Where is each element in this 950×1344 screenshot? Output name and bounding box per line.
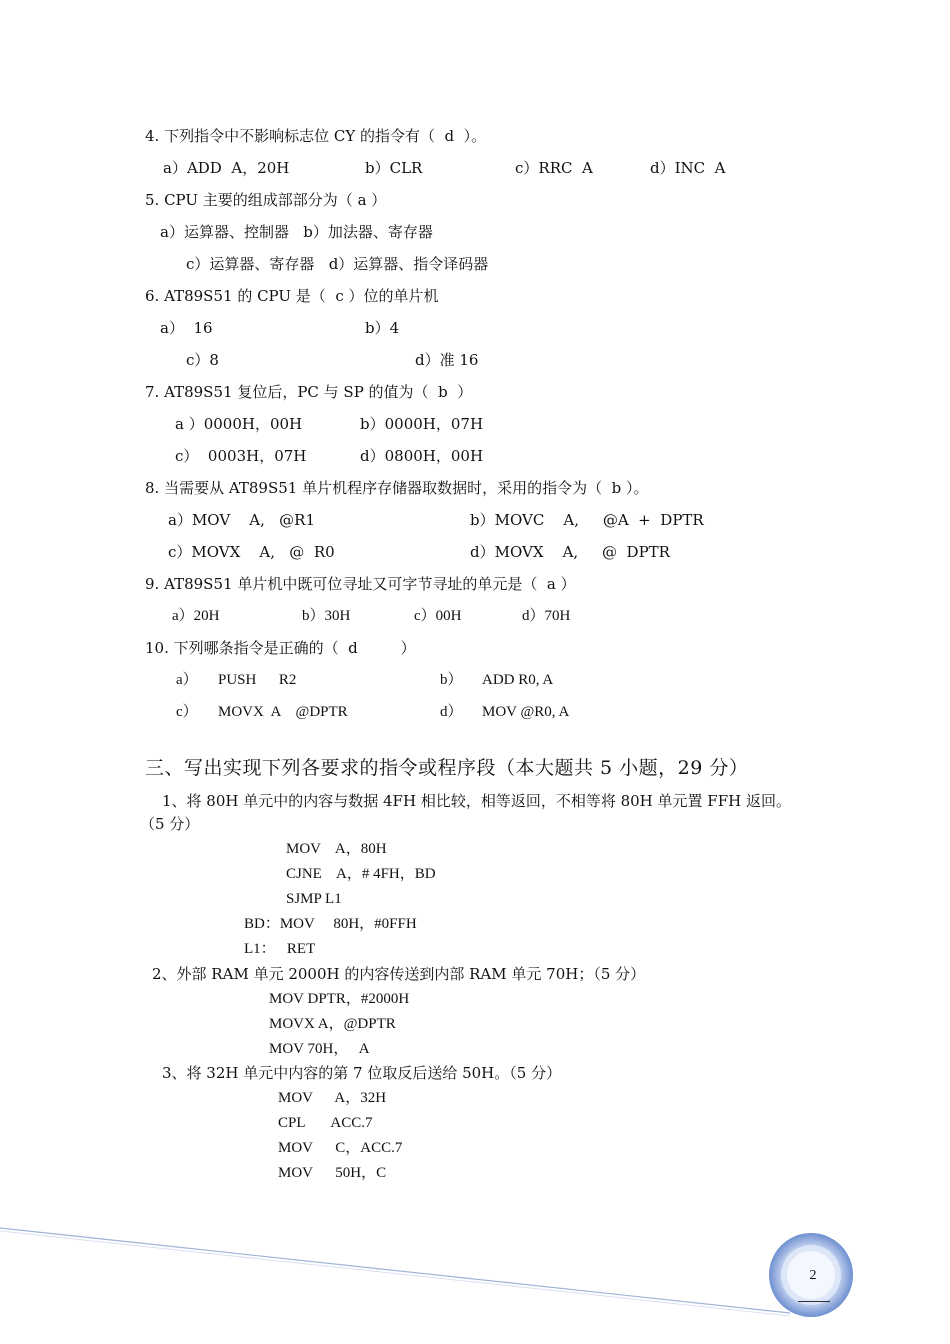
question-10-option-d: MOV @R0, A bbox=[482, 704, 570, 720]
problem-1-score: （5 分） bbox=[140, 815, 200, 833]
question-10-option-d-letter: d） bbox=[440, 704, 463, 720]
section-3-heading: 三、写出实现下列各要求的指令或程序段（本大题共 5 小题，29 分） bbox=[145, 757, 749, 779]
problem-1-code-line: SJMP L1 bbox=[286, 891, 342, 907]
question-6-option-d: d）准 16 bbox=[415, 351, 479, 369]
question-10-option-b-letter: b） bbox=[440, 672, 463, 688]
problem-2-code-line: MOVX A，@DPTR bbox=[269, 1016, 396, 1032]
problem-1-code-line: CJNE A，# 4FH，BD bbox=[286, 866, 436, 882]
question-7-option-b: b）0000H，07H bbox=[360, 415, 484, 433]
problem-2-code-line: MOV DPTR，#2000H bbox=[269, 991, 410, 1007]
question-9-stem: 9. AT89S51 单片机中既可位寻址又可字节寻址的单元是（ a ） bbox=[145, 575, 576, 593]
question-8-option-d: d）MOVX A, @ DPTR bbox=[470, 543, 670, 561]
problem-3-text: 3、将 32H 单元中内容的第 7 位取反后送给 50H。（5 分） bbox=[162, 1064, 562, 1082]
problem-1-code-line: BD：MOV 80H，#0FFH bbox=[244, 916, 417, 932]
question-8-option-c: c）MOVX A, @ R0 bbox=[168, 543, 335, 561]
question-7-option-d: d）0800H，00H bbox=[360, 447, 484, 465]
page-number-underline bbox=[798, 1301, 830, 1302]
question-10-option-b: ADD R0, A bbox=[482, 672, 554, 688]
question-4-option-b: b）CLR bbox=[365, 159, 423, 177]
question-8-option-a: a）MOV A, @R1 bbox=[168, 511, 315, 529]
question-7-option-c: c） 0003H，07H bbox=[175, 447, 307, 465]
problem-3-code-line: MOV A，32H bbox=[278, 1090, 387, 1106]
question-7-option-a: a ）0000H，00H bbox=[175, 415, 303, 433]
question-8-stem: 8. 当需要从 AT89S51 单片机程序存储器取数据时，采用的指令为（ b ）。 bbox=[145, 479, 649, 497]
question-4-option-c: c）RRC A bbox=[515, 159, 593, 177]
page-number: 2 bbox=[809, 1268, 817, 1283]
question-9-option-d: d）70H bbox=[522, 608, 571, 624]
question-4-option-a: a）ADD A，20H bbox=[163, 159, 290, 177]
question-8-option-b: b）MOVC A, @A + DPTR bbox=[470, 511, 704, 529]
question-10-option-a: PUSH R2 bbox=[218, 672, 297, 688]
question-4-option-d: d）INC A bbox=[650, 159, 726, 177]
question-6-option-a: a） 16 bbox=[160, 319, 213, 337]
problem-2-code-line: MOV 70H， A bbox=[269, 1041, 370, 1057]
problem-1-code-line: L1： RET bbox=[244, 941, 316, 957]
problem-2-text: 2、外部 RAM 单元 2000H 的内容传送到内部 RAM 单元 70H；（5 分） bbox=[152, 965, 646, 983]
problem-1-text: 1、将 80H 单元中的内容与数据 4FH 相比较，相等返回，不相等将 80H 单元置 FFH 返回。 bbox=[162, 792, 791, 810]
question-5-options-ab: a）运算器、控制器 b）加法器、寄存器 bbox=[160, 223, 433, 241]
question-4-stem: 4. 下列指令中不影响标志位 CY 的指令有（ d ）。 bbox=[145, 127, 487, 145]
question-7-stem: 7. AT89S51 复位后，PC 与 SP 的值为（ b ） bbox=[145, 383, 473, 401]
question-10-option-c: MOVX A @DPTR bbox=[218, 704, 348, 720]
question-5-options-cd: c）运算器、寄存器 d）运算器、指令译码器 bbox=[186, 255, 489, 273]
question-10-option-a-letter: a） bbox=[176, 672, 198, 688]
problem-3-code-line: MOV 50H，C bbox=[278, 1165, 387, 1181]
question-6-option-b: b）4 bbox=[365, 319, 400, 337]
question-5-stem: 5. CPU 主要的组成部部分为（ a ） bbox=[145, 191, 387, 209]
question-9-option-c: c）00H bbox=[414, 608, 462, 624]
question-10-option-c-letter: c） bbox=[176, 704, 198, 720]
problem-1-code-line: MOV A，80H bbox=[286, 841, 387, 857]
question-9-option-a: a）20H bbox=[172, 608, 220, 624]
question-6-option-c: c）8 bbox=[186, 351, 219, 369]
question-9-option-b: b）30H bbox=[302, 608, 351, 624]
problem-3-code-line: MOV C，ACC.7 bbox=[278, 1140, 403, 1156]
question-10-stem: 10. 下列哪条指令是正确的（ d ） bbox=[145, 639, 416, 657]
problem-3-code-line: CPL ACC.7 bbox=[278, 1115, 373, 1131]
question-6-stem: 6. AT89S51 的 CPU 是（ c ）位的单片机 bbox=[145, 287, 439, 305]
